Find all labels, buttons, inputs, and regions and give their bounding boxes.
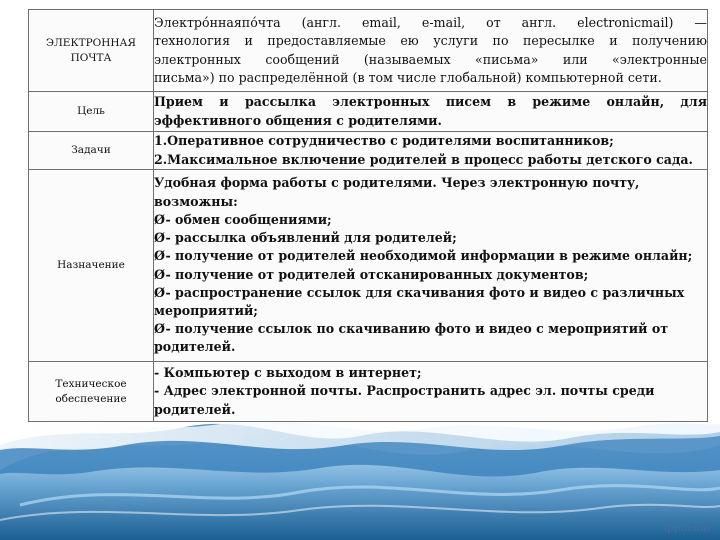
label-purpose: Назначение	[29, 170, 154, 362]
tech-item: - Адрес электронной почты. Распространить адрес эл. почты среди	[154, 383, 655, 399]
purpose-text	[154, 170, 708, 362]
label-tasks: Задачи	[29, 132, 154, 170]
goal-line: Прием и рассылка электронных писем в режиме онлайн, для	[154, 94, 707, 110]
goal-line: эффективного общения с родителями.	[154, 112, 442, 128]
table-row-goal	[29, 92, 708, 132]
task-item: 1.Оперативное сотрудничество с родителями воспитанников;	[154, 133, 614, 149]
tech-text	[154, 362, 708, 422]
label-email: ЭЛЕКТРОННАЯ ПОЧТА	[29, 10, 154, 92]
table-row-tech	[29, 362, 708, 422]
task-item: 2.Максимальное включение родителей в процесс работы детского сада.	[154, 151, 693, 167]
table-row-purpose	[29, 170, 708, 362]
purpose-intro: возможны:	[154, 193, 238, 209]
tasks-text	[154, 132, 708, 170]
email-info-table	[28, 9, 708, 422]
purpose-bullet: Ø - получение от родителей необходимой информации в режиме онлайн;	[154, 247, 707, 265]
table-row-email	[29, 10, 708, 92]
purpose-intro: Удобная форма работы с родителями. Через электронную почту,	[154, 175, 640, 191]
label-tech: Техническое обеспечение	[29, 362, 154, 422]
tech-item: - Компьютер с выходом в интернет;	[154, 365, 422, 381]
table-row-tasks	[29, 132, 708, 170]
brand-watermark: fppt.com	[663, 522, 710, 534]
goal-text	[154, 92, 708, 132]
definition-line: электронных сообщений (называемых «письма» или «электронные	[154, 51, 707, 67]
purpose-bullet: Ø - обмен сообщениями;	[154, 211, 707, 229]
definition-line: технология и предоставляемые ею услуги по пересылке и получению	[154, 33, 707, 49]
label-goal: Цель	[29, 92, 154, 132]
purpose-bullet: Ø - получение ссылок по скачиванию фото и видео с мероприятий от родителей.	[154, 320, 707, 356]
definition-line: письма») по распределённой (в том числе глобальной) компьютерной сети.	[154, 69, 662, 85]
definition-line: Электро́ннаяпо́чта (англ. email, e-mail, от англ. electronicmail) —	[154, 15, 707, 31]
purpose-bullet: Ø - получение от родителей отсканированных документов;	[154, 266, 707, 284]
purpose-bullet: Ø - распространение ссылок для скачивания фото и видео с различных мероприятий;	[154, 284, 707, 320]
tech-item: родителей.	[154, 401, 236, 417]
email-definition	[154, 10, 708, 92]
purpose-bullet: Ø - рассылка объявлений для родителей;	[154, 229, 707, 247]
